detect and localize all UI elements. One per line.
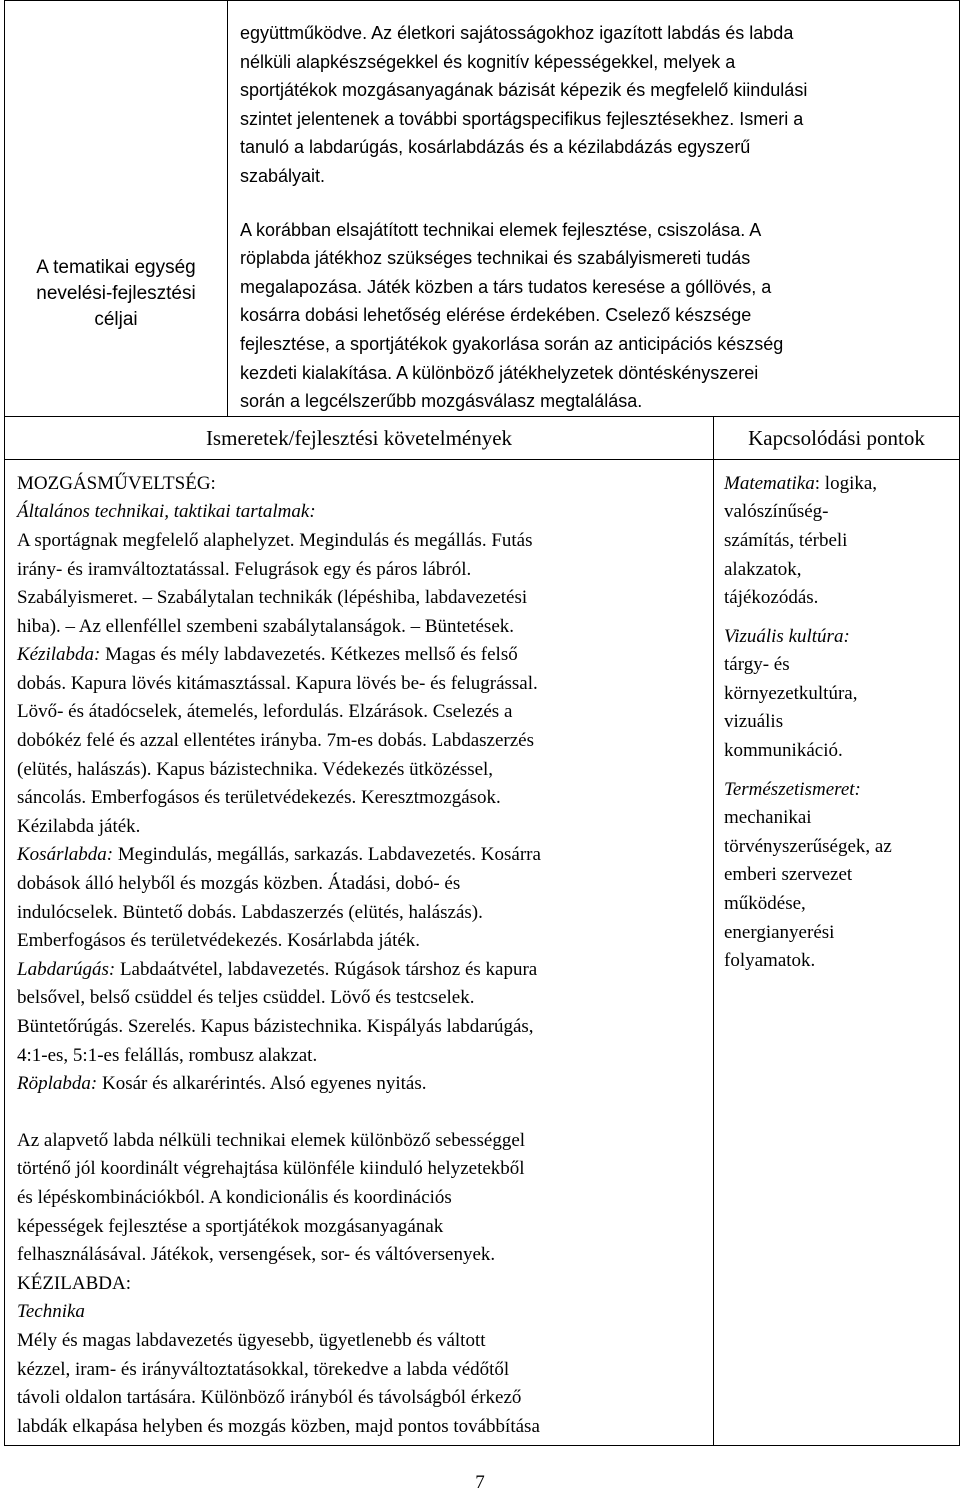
text-line: folyamatok. [724, 950, 816, 972]
subsection-heading: Általános technikai, taktikai tartalmak: [17, 501, 316, 523]
page-number: 7 [475, 1472, 485, 1493]
subsection-heading: Technika [17, 1301, 85, 1323]
text-line: dobás. Kapura lövés kitámasztással. Kapura lövés be- és felugrással. [17, 672, 538, 694]
text-line: hiba). – Az ellenféllel szembeni szabálytalanságok. – Büntetések. [17, 615, 514, 637]
text-fragment: Magas és mély labdavezetés. Kétkezes mellső és felső [100, 644, 518, 666]
text-line [17, 1070, 703, 1099]
text-line: szintet jelentenek a további sportágspecifikus fejlesztésekhez. Ismeri a [240, 108, 804, 129]
connections-header: Kapcsolódási pontok [714, 416, 960, 459]
text-line: Emberfogásos és területvédekezés. Kosárlabda játék. [17, 930, 421, 952]
text-line: kézzel, iram- és irányváltoztatásokkal, törekedve a labda védőtől [17, 1358, 510, 1380]
text-line: Mély és magas labdavezetés ügyesebb, ügyetlenebb és váltott [17, 1329, 486, 1351]
subject-label: Vizuális kultúra: [724, 625, 850, 647]
text-line: Az alapvető labda nélküli technikai elemek különböző sebességgel [17, 1129, 526, 1151]
text-fragment: Megindulás, megállás, sarkazás. Labdavezetés. Kosárra [113, 844, 541, 866]
spacer [724, 613, 955, 623]
text-line: Lövő- és átadócselek, átemelés, lefordulás. Elzárások. Cselezés a [17, 701, 513, 723]
text-fragment: : logika, [814, 472, 878, 494]
text-line [17, 956, 703, 985]
goals-text-cell [228, 1, 960, 417]
goals-label [5, 1, 227, 333]
text-line [724, 470, 955, 499]
text-line: kosárra dobási lehetőség elérése érdekében. Cselező készsége [240, 305, 752, 326]
text-line: indulócselek. Büntető dobás. Labdaszerzés (elütés, halászás). [17, 901, 483, 923]
text-line: alakzatok, [724, 558, 802, 580]
text-line: távoli oldalon tartására. Különböző irányból és távolságból érkező [17, 1387, 522, 1409]
text-line: megalapozása. Játék közben a társ tudatos keresése a góllövés, a [240, 276, 772, 297]
text-line: belsővel, belső csüddel és teljes csüddel. Lövő és testcselek. [17, 987, 475, 1009]
sport-label: Labdarúgás: [17, 958, 116, 980]
text-line: Büntetőrúgás. Szerelés. Kapus bázistechnika. Kispályás labdarúgás, [17, 1016, 534, 1037]
text-line: során a legcélszerűbb mozgásválasz megtalálása. [240, 391, 643, 412]
sport-label: Röplabda: [17, 1073, 98, 1095]
requirements-text [17, 470, 703, 1442]
text-line: fejlesztése, a sportjátékok gyakorlása során az anticipációs készség [240, 333, 784, 354]
text-line [17, 841, 703, 870]
document-page [4, 0, 960, 1437]
connections-cell [714, 459, 960, 1445]
section-heading: MOZGÁSMŰVELTSÉG: [17, 472, 216, 494]
section-heading: KÉZILABDA: [17, 1272, 131, 1294]
text-line: működése, [724, 893, 806, 915]
requirements-cell [5, 459, 714, 1445]
text-line: Szabályismeret. – Szabálytalan technikák (lépéshiba, labdavezetési [17, 587, 528, 609]
text-line: irány- és iramváltoztatással. Felugrások egy és páros lábról. [17, 558, 472, 580]
text-line: sportjátékok mozgásanyagának bázisát képezik és megfelelő kiindulási [240, 80, 808, 101]
goals-paragraph-1 [240, 1, 959, 191]
goals-label-line: A tematikai egység [36, 257, 196, 278]
subject-label: Természetismeret: [724, 778, 861, 800]
spacer [17, 1099, 703, 1127]
text-line: dobókéz felé és azzal ellentétes irányba. 7m-es dobás. Labdaszerzés [17, 730, 534, 752]
text-line: kommunikáció. [724, 740, 843, 762]
requirements-header: Ismeretek/fejlesztési követelmények [5, 416, 714, 459]
text-line: környezetkultúra, [724, 682, 858, 704]
text-fragment: Kosár és alkarérintés. Alsó egyenes nyitás. [97, 1073, 427, 1095]
text-line: Kézilabda játék. [17, 815, 141, 837]
goals-label-cell [5, 1, 228, 417]
text-line: A sportágnak megfelelő alaphelyzet. Megindulás és megállás. Futás [17, 529, 533, 551]
text-line: nélküli alapkészségekkel és kognitív képességekkel, melyek a [240, 51, 736, 72]
text-line: mechanikai [724, 807, 812, 829]
text-line: labdák elkapása helyben és mozgás közben, majd pontos továbbítása [17, 1415, 540, 1437]
text-line: felhasználásával. Játékok, versengések, sor- és váltóversenyek. [17, 1244, 496, 1266]
text-line: tanuló a labdarúgás, kosárlabdázás és a kézilabdázás egyszerű [240, 137, 751, 158]
content-row [5, 459, 960, 1445]
connections-text [724, 470, 955, 976]
text-line: emberi szervezet [724, 864, 853, 886]
text-line: energianyerési [724, 921, 835, 943]
text-line: sáncolás. Emberfogásos és területvédekezés. Keresztmozgások. [17, 787, 501, 809]
curriculum-table [4, 0, 960, 1446]
sport-label: Kézilabda: [17, 644, 101, 666]
text-line: történő jól koordinált végrehajtása különféle kiinduló helyzetekből [17, 1158, 525, 1180]
goals-label-line: nevelési-fejlesztési [36, 283, 196, 304]
text-line: 4:1-es, 5:1-es felállás, rombusz alakzat. [17, 1044, 318, 1066]
goals-paragraph-2 [240, 191, 959, 416]
text-line: tárgy- és [724, 654, 790, 676]
text-line: A korábban elsajátított technikai elemek fejlesztése, csiszolása. A [240, 219, 762, 240]
text-line: számítás, térbeli [724, 529, 848, 551]
text-line: valószínűség- [724, 501, 829, 523]
goals-label-line: céljai [94, 309, 138, 330]
text-line [17, 641, 703, 670]
text-line: kezdeti kialakítása. A különböző játékhelyzetek döntéskényszerei [240, 362, 759, 383]
text-line: képességek fejlesztése a sportjátékok mozgásanyagának [17, 1215, 444, 1237]
text-line: röplabda játékhoz szükséges technikai és szabályismereti tudás [240, 248, 751, 269]
text-line: szabályait. [240, 165, 326, 186]
text-line: együttműködve. Az életkori sajátosságokhoz igazított labdás és labda [240, 23, 794, 43]
text-line: törvényszerűségek, az [724, 835, 892, 857]
text-line: vizuális [724, 711, 784, 733]
spacer [724, 766, 955, 776]
header-row [5, 416, 960, 459]
text-line: dobások álló helyből és mozgás közben. Átadási, dobó- és [17, 873, 461, 895]
text-line: tájékozódás. [724, 587, 819, 609]
text-line: (elütés, halászás). Kapus bázistechnika. Védekezés ütközéssel, [17, 758, 494, 780]
subject-label: Matematika [724, 472, 815, 494]
text-fragment: Labdaátvétel, labdavezetés. Rúgások társhoz és kapura [115, 958, 538, 980]
goals-row [5, 1, 960, 417]
text-line: és lépéskombinációkból. A kondicionális és koordinációs [17, 1186, 452, 1208]
sport-label: Kosárlabda: [17, 844, 114, 866]
